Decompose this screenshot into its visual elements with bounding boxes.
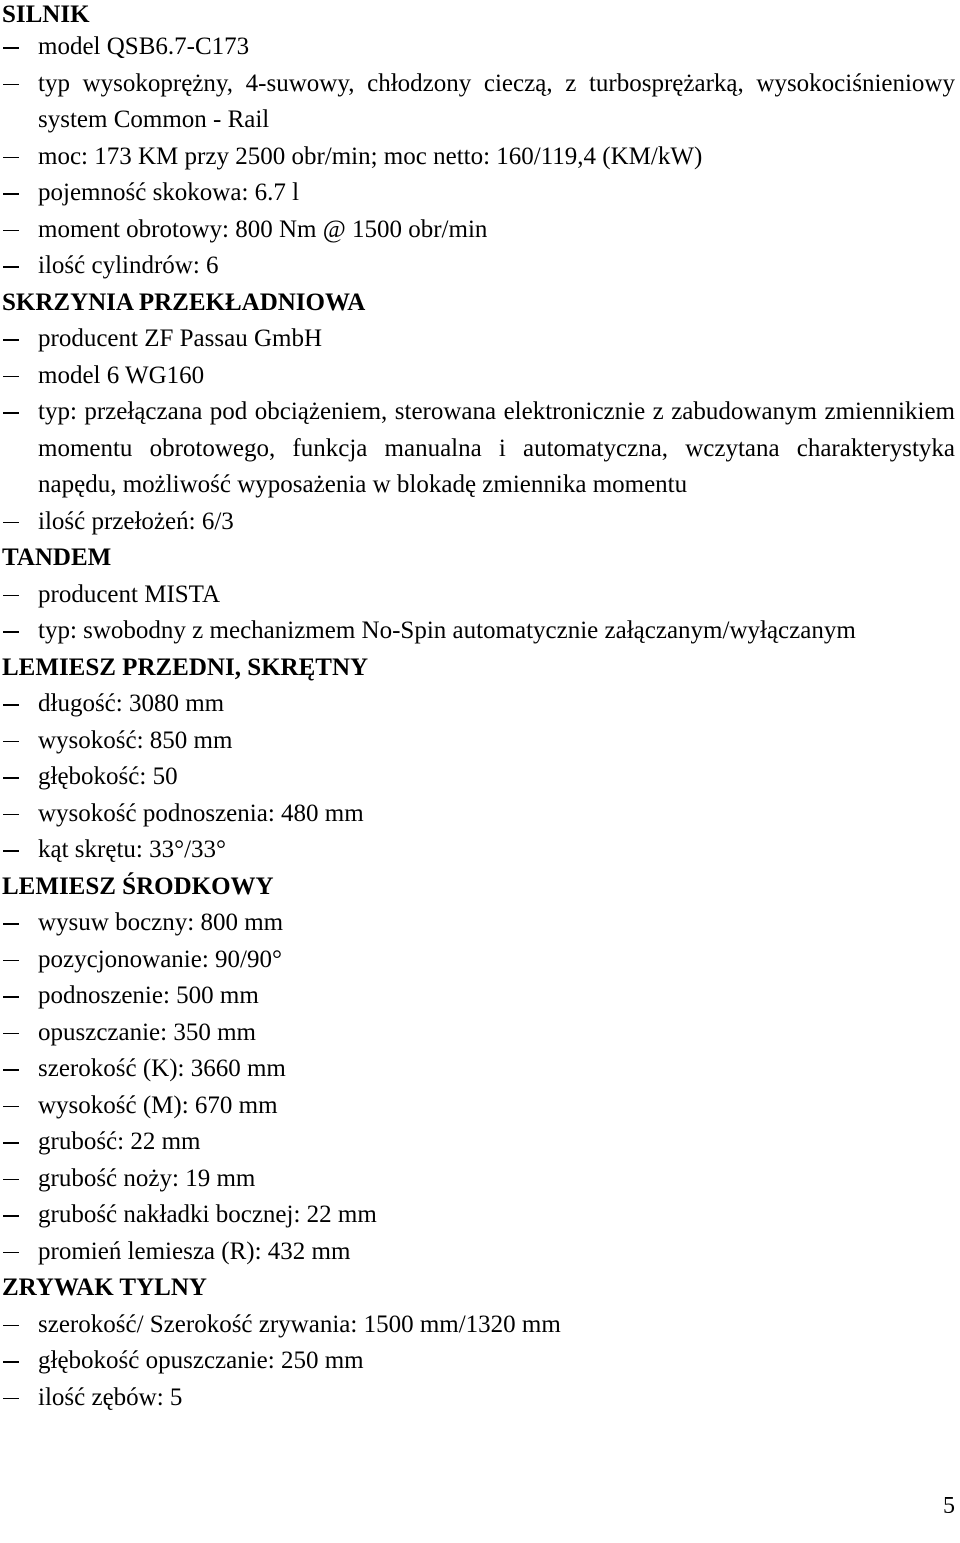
list-item-text: moc: 173 KM przy 2500 obr/min; moc netto: 160/119,4 (KM/kW) [38, 142, 703, 170]
dash-bullet-icon [0, 248, 38, 285]
dash-bullet-icon [0, 1088, 38, 1125]
list-item [0, 1307, 955, 1344]
list-item [0, 139, 955, 176]
list-item-text: wysokość: 850 mm [38, 726, 233, 754]
list-item [0, 759, 955, 796]
list-item [0, 1197, 955, 1234]
dash-bullet-icon [0, 175, 38, 212]
list-item-text: pojemność skokowa: 6.7 l [38, 179, 300, 206]
list-item-text: wysokość (M): 670 mm [38, 1091, 278, 1119]
list-item [0, 978, 955, 1015]
list-item-text: moment obrotowy: 800 Nm @ 1500 obr/min [38, 215, 488, 243]
dash-bullet-icon [0, 1380, 38, 1417]
list-item-text: model 6 WG160 [38, 361, 205, 389]
list-item-text: grubość: 22 mm [38, 1128, 201, 1155]
dash-bullet-icon [0, 139, 38, 176]
list-item-text: głębokość: 50 [38, 763, 178, 790]
dash-bullet-icon [0, 66, 38, 139]
dash-bullet-icon [0, 1015, 38, 1052]
list-item [0, 796, 955, 833]
dash-bullet-icon [0, 29, 38, 66]
list-item [0, 1124, 955, 1161]
list-item [0, 1343, 955, 1380]
dash-bullet-icon [0, 1051, 38, 1088]
dash-bullet-icon [0, 358, 38, 395]
dash-bullet-icon [0, 1343, 38, 1380]
list-item-text: ilość cylindrów: 6 [38, 252, 219, 279]
dash-bullet-icon [0, 394, 38, 504]
list-item [0, 1015, 955, 1052]
list-item [0, 832, 955, 869]
list-item [0, 577, 955, 614]
dash-bullet-icon [0, 796, 38, 833]
list-item-text: grubość nakładki bocznej: 22 mm [38, 1201, 377, 1228]
dash-bullet-icon [0, 942, 38, 979]
dash-bullet-icon [0, 1307, 38, 1344]
dash-bullet-icon [0, 832, 38, 869]
list-item-text: producent MISTA [38, 580, 220, 608]
section-heading-skrzynia: SKRZYNIA PRZEKŁADNIOWA [2, 288, 366, 316]
list-item-text: opuszczanie: 350 mm [38, 1018, 256, 1046]
list-item-text: szerokość (K): 3660 mm [38, 1055, 286, 1082]
dash-bullet-icon [0, 686, 38, 723]
list-item-text: długość: 3080 mm [38, 690, 225, 717]
list-item [0, 248, 955, 285]
section-heading-lemiesz-srodkowy: LEMIESZ ŚRODKOWY [2, 872, 274, 900]
dash-bullet-icon [0, 978, 38, 1015]
list-item [0, 1051, 955, 1088]
list-item-text: typ wysokoprężny, 4-suwowy, chłodzony cieczą, z turbosprężarką, wysokociśnieniowy system Common - Rail [38, 69, 955, 133]
dash-bullet-icon [0, 1234, 38, 1271]
dash-bullet-icon [0, 905, 38, 942]
dash-bullet-icon [0, 1124, 38, 1161]
list-item [0, 504, 955, 541]
list-item-text: ilość przełożeń: 6/3 [38, 507, 234, 535]
list-item [0, 66, 955, 139]
dash-bullet-icon [0, 321, 38, 358]
dash-bullet-icon [0, 759, 38, 796]
list-item-text: wysokość podnoszenia: 480 mm [38, 799, 364, 827]
dash-bullet-icon [0, 1161, 38, 1198]
section-heading-zrywak: ZRYWAK TYLNY [2, 1274, 207, 1301]
list-item-text: kąt skrętu: 33°/33° [38, 836, 227, 863]
list-item [0, 212, 955, 249]
list-item-text: producent ZF Passau GmbH [38, 325, 322, 352]
list-item-text: podnoszenie: 500 mm [38, 982, 259, 1009]
list-item-text: wysuw boczny: 800 mm [38, 909, 284, 936]
dash-bullet-icon [0, 1197, 38, 1234]
list-item-text: typ: przełączana pod obciążeniem, sterowana elektronicznie z zabudowanym zmiennikiem momentu obrotowego, funkcja manualna i automatyczna, wczytana charakterystyka napędu, możliwość wyposażenia w blokadę zmiennika momentu [38, 398, 955, 498]
dash-bullet-icon [0, 723, 38, 760]
section-heading-silnik: SILNIK [2, 1, 90, 28]
page-number: 5 [943, 1493, 955, 1519]
list-item [0, 358, 955, 395]
section-heading-tandem: TANDEM [2, 544, 112, 571]
list-item-text: szerokość/ Szerokość zrywania: 1500 mm/1320 mm [38, 1310, 561, 1338]
list-item [0, 613, 955, 650]
list-item-text: głębokość opuszczanie: 250 mm [38, 1347, 364, 1374]
list-item [0, 905, 955, 942]
section-heading-lemiesz-przedni: LEMIESZ PRZEDNI, SKRĘTNY [2, 653, 369, 681]
list-item [0, 1234, 955, 1271]
list-item-text: ilość zębów: 5 [38, 1383, 183, 1411]
list-item [0, 321, 955, 358]
list-item-text: model QSB6.7-C173 [38, 33, 250, 60]
list-item [0, 686, 955, 723]
dash-bullet-icon [0, 577, 38, 614]
list-item [0, 723, 955, 760]
list-item-text: grubość noży: 19 mm [38, 1164, 256, 1192]
list-item [0, 29, 955, 66]
dash-bullet-icon [0, 504, 38, 541]
list-item [0, 1161, 955, 1198]
list-item [0, 394, 955, 504]
list-item [0, 1088, 955, 1125]
dash-bullet-icon [0, 613, 38, 650]
list-item-text: promień lemiesza (R): 432 mm [38, 1237, 351, 1265]
list-item [0, 175, 955, 212]
dash-bullet-icon [0, 212, 38, 249]
list-item-text: pozycjonowanie: 90/90° [38, 945, 282, 973]
list-item-text: typ: swobodny z mechanizmem No-Spin automatycznie załączanym/wyłączanym [38, 617, 856, 644]
list-item [0, 1380, 955, 1417]
list-item [0, 942, 955, 979]
